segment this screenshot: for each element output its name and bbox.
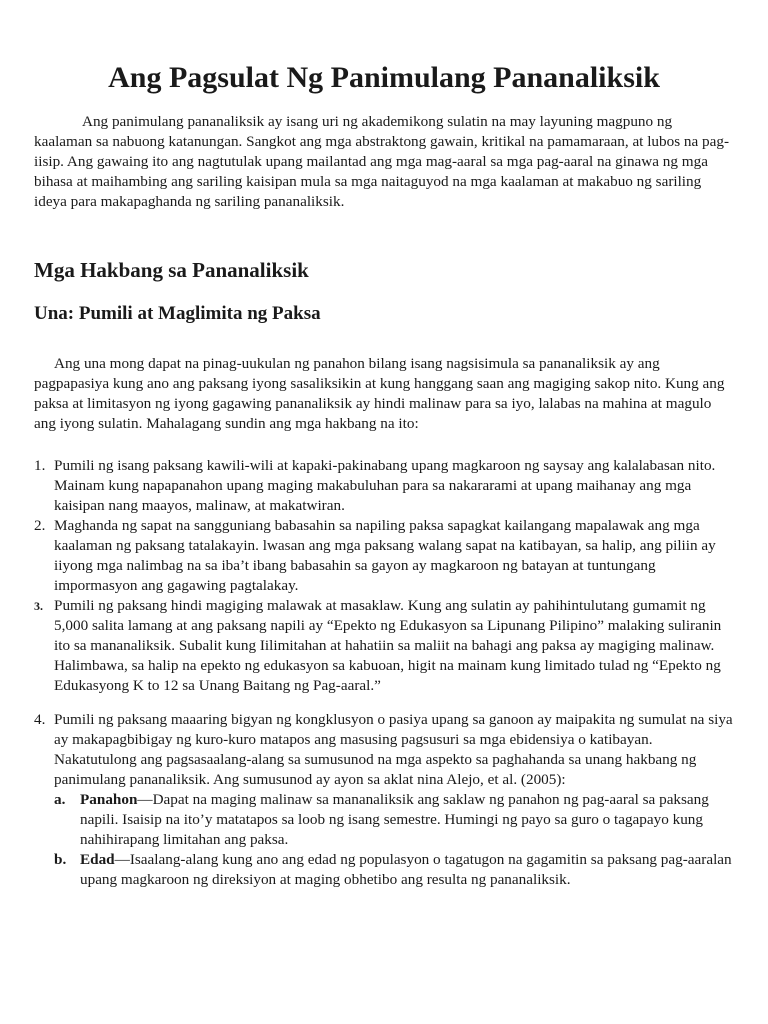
list-item [34, 456, 734, 516]
subsection-heading: Una: Pumili at Maglimita ng Paksa [34, 303, 321, 325]
sub-list-letter: a. [54, 790, 66, 808]
list-item-text: Pumili ng isang paksang kawili-wili at kapaki-pakinabang upang magkaroon ng saysay ang kalalabasan nito. Mainam kung napapanahon upang maging makabuluhan para sa nakararami at upang maihanay ang mga kaisipan nang maayos, malinaw, at makatwiran. [54, 456, 716, 514]
sub-list-text: —Dapat na maging malinaw sa mananaliksik ang saklaw ng panahon ng pag-aaral sa paksang napili. Isaisip na ito’y matatapos sa loob ng isang semestre. Humingi ng payo sa guro o tagapayo kung nahihirapang limitahan ang paksa. [80, 790, 709, 848]
list-number: 1. [34, 456, 46, 474]
sub-list-item [54, 850, 734, 890]
list-item [34, 516, 734, 596]
body-paragraph: Ang una mong dapat na pinag-uukulan ng panahon bilang isang nagsisimula sa pananaliksik ay ang pagpapasiya kung ano ang paksang iyong sasaliksikin at kung hanggang saan ang magiging sakop nito. Kung ang paksa at limitasyon ng iyong gagawing pananaliksik ay hindi malinaw para sa iyo, lalabas na mahina at magulo ang iyong sulatin. Mahalagang sundin ang mga hakbang na ito: [34, 354, 725, 432]
list-item [34, 710, 734, 890]
section-heading: Mga Hakbang sa Pananaliksik [34, 258, 309, 282]
intro-paragraph: Ang panimulang pananaliksik ay isang uri ng akademikong sulatin na may layuning magpuno ng kaalaman sa nabuong katanungan. Sangkot ang mga abstraktong gawain, kritikal na pamamaraan, at lubos na pag-iisip. Ang gawaing ito ang nagtutulak upang mailantad ang mga mag-aaral sa mga pag-aaral na ginawa ng mga bihasa at maihambing ang sariling kaisipan mula sa mga naitaguyod na mga kaalaman at makabuo ng sariling ideya para makapaghanda ng sariling pananaliksik. [34, 113, 730, 210]
list-number: 3. [34, 598, 43, 613]
sub-list-text: —Isaalang-alang kung ano ang edad ng populasyon o tagatugon na gagamitin sa paksang pag-aaralan upang magkaroon ng direksiyon at maging obhetibo ang resulta ng pananaliksik. [80, 850, 732, 888]
list-item-text: Pumili ng paksang maaaring bigyan ng kongklusyon o pasiya upang sa ganoon ay maipakita ng sumulat na siya ay makapagbibigay ng kuro-kuro matapos ang masusing pagsusuri sa mga ebidensiya o katibayan. Nakatutulong ang pagsasaalang-alang sa sumusunod na mga aspekto sa paghahanda sa unang hakbang ng panimulang pananaliksik. Ang sumusunod ay ayon sa aklat nina Alejo, et al. (2005): [54, 710, 733, 788]
sub-list-item [54, 790, 734, 850]
document-title: Ang Pagsulat Ng Panimulang Pananaliksik [108, 61, 660, 94]
list-item [34, 596, 734, 696]
list-number: 4. [34, 710, 46, 728]
sub-list-term: Panahon [80, 790, 138, 808]
sub-list-term: Edad [80, 850, 115, 868]
list-item-text: Maghanda ng sapat na sangguniang babasahin sa napiling paksa sapagkat kailangang mapalawak ang mga kaalaman ng paksang tatalakayin. lwasan ang mga paksang walang sapat na katibayan, sa halip, ang piliin ay iiyong mga nalimbag na sa iba’t ibang babasahin sa gayon ay magkaroon ng batayan at tuntungang impormasyon ang gagawing pagtalakay. [54, 516, 716, 594]
sub-list-letter: b. [54, 850, 67, 868]
steps-list [34, 456, 734, 890]
sub-list [54, 790, 734, 890]
list-number: 2. [34, 516, 46, 534]
list-item-text: Pumili ng paksang hindi magiging malawak at masaklaw. Kung ang sulatin ay pahihintulutang gumamit ng 5,000 salita lamang at ang paksang napili ay “Epekto ng Edukasyon sa Lipunang Pilipino” malaking suliranin ito sa mananaliksik. Subalit kung Iilimitahan at hahatiin sa maliit na bahagi ang paksa ay magiging malinaw. Halimbawa, sa halip na epekto ng edukasyon sa kabuoan, higit na mainam kung limitado tulad ng “Epekto ng Edukasyong K to 12 sa Unang Baitang ng Pag-aaral.” [54, 596, 722, 694]
